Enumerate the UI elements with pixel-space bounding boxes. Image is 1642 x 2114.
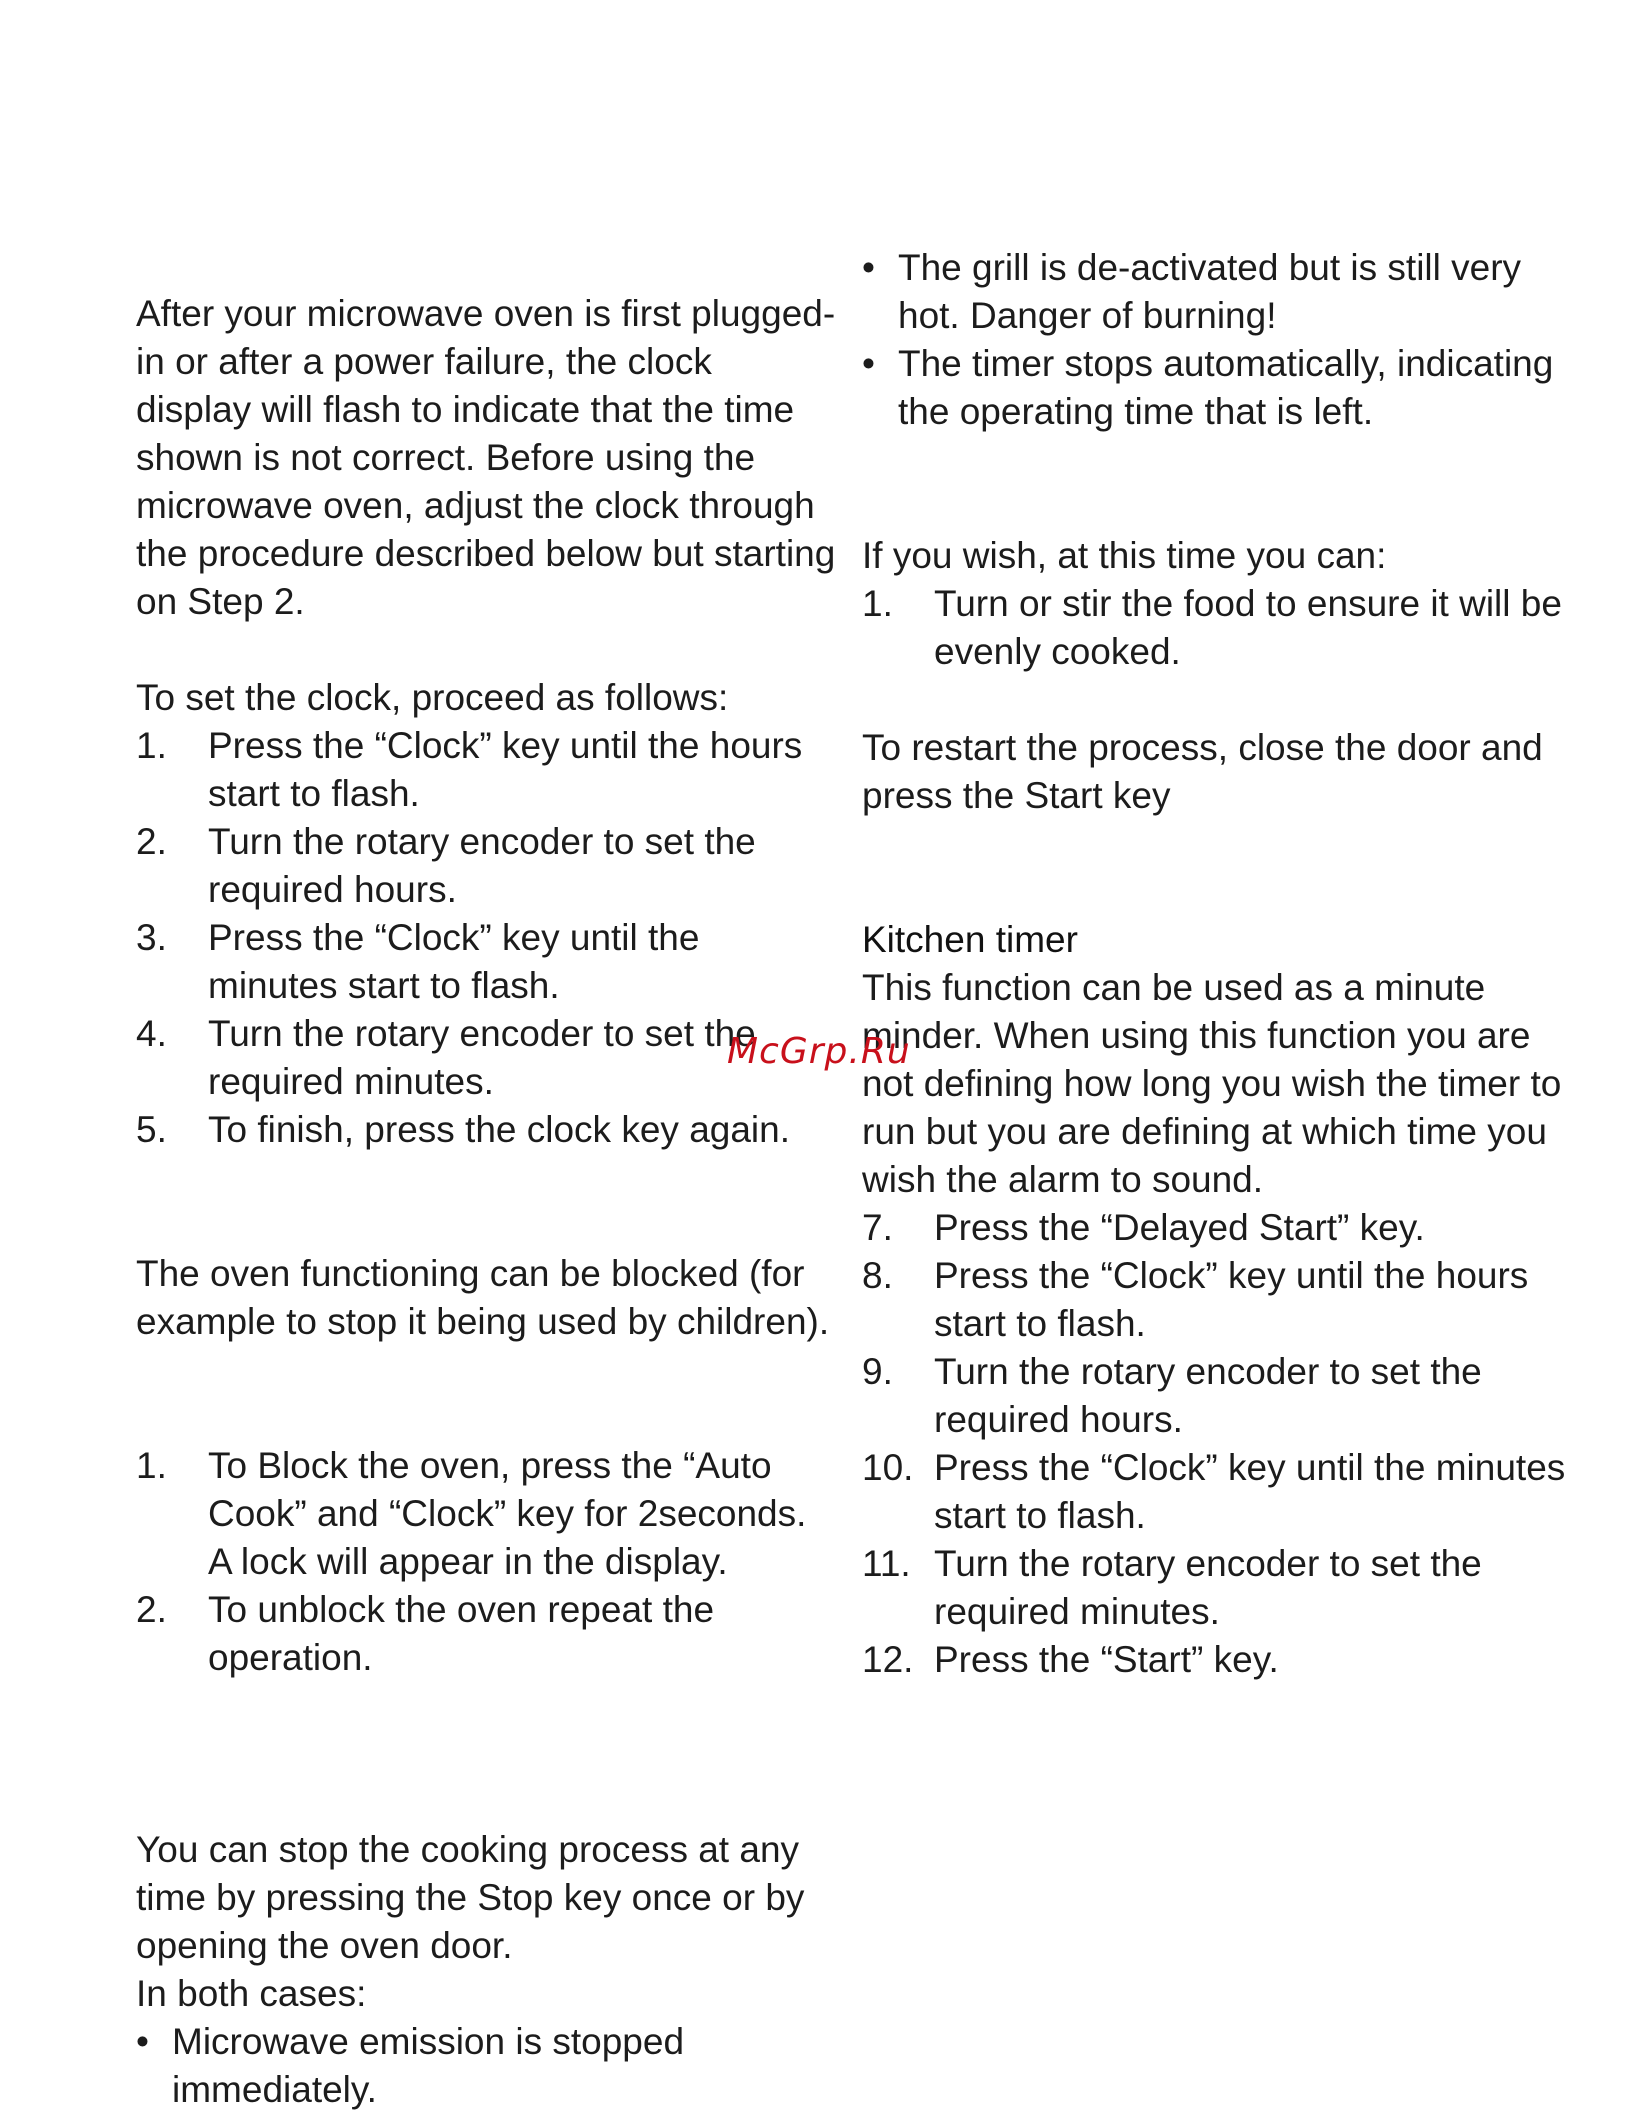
block-oven-intro: The oven functioning can be blocked (for example to stop it being used by children). (136, 1253, 830, 1342)
step-number: 1. (862, 583, 893, 624)
step-text: Turn the rotary encoder to set the required hours. (934, 1351, 1482, 1440)
step-number: 2. (136, 1589, 167, 1630)
step-number: 2. (136, 821, 167, 862)
wish-steps (862, 580, 1582, 676)
list-item (862, 1636, 1582, 1684)
list-item (862, 1348, 1582, 1444)
set-clock-intro: To set the clock, proceed as follows: (136, 677, 729, 718)
list-item (136, 1442, 836, 1586)
step-text: Turn the rotary encoder to set the required minutes. (934, 1543, 1482, 1632)
set-clock-steps (136, 722, 836, 1154)
block-oven-steps (136, 1442, 836, 1682)
step-number: 9. (862, 1351, 893, 1392)
list-item (136, 818, 836, 914)
step-text: To Block the oven, press the “Auto Cook” and “Clock” key for 2seconds. A lock will appear in the display. (208, 1445, 807, 1582)
step-text: To finish, press the clock key again. (208, 1109, 791, 1150)
step-number: 4. (136, 1013, 167, 1054)
restart-paragraph: To restart the process, close the door and press the Start key (862, 727, 1543, 816)
step-text: Turn or stir the food to ensure it will be evenly cooked. (934, 583, 1562, 672)
stop-cooking-bullets (136, 2018, 836, 2114)
list-item (862, 1444, 1582, 1540)
step-text: Press the “Clock” key until the minutes start to flash. (208, 917, 700, 1006)
list-item (136, 722, 836, 818)
list-item (862, 1540, 1582, 1636)
list-item (862, 1204, 1582, 1252)
list-item (136, 914, 836, 1010)
step-number: 12. (862, 1639, 914, 1680)
kitchen-timer-section (862, 916, 1582, 1684)
stop-cooking-section (136, 1826, 836, 2114)
bullet-icon: • (862, 343, 875, 384)
step-number: 1. (136, 725, 167, 766)
kitchen-timer-description: This function can be used as a minute minder. When using this function you are not defining how long you wish the timer to run but you are defining at which time you wish the alarm to sound. (862, 967, 1562, 1200)
clock-intro-paragraph: After your microwave oven is first plugged-in or after a power failure, the clock display will flash to indicate that the time shown is not correct. Before using the microwave oven, adjust the clock through the procedure described below but starting on Step 2. (136, 293, 836, 622)
list-item (136, 1106, 836, 1154)
kitchen-timer-heading: Kitchen timer (862, 919, 1078, 960)
step-number: 7. (862, 1207, 893, 1248)
block-oven-steps-section (136, 1442, 836, 1682)
kitchen-timer-steps (862, 1204, 1582, 1684)
bullet-text: Microwave emission is stopped immediately. (172, 2021, 685, 2110)
wish-section (862, 532, 1582, 676)
step-text: Turn the rotary encoder to set the required minutes. (208, 1013, 756, 1102)
step-number: 1. (136, 1445, 167, 1486)
bullet-text: The grill is de-activated but is still very hot. Danger of burning! (898, 247, 1522, 336)
step-number: 5. (136, 1109, 167, 1150)
step-text: Press the “Clock” key until the minutes start to flash. (934, 1447, 1566, 1536)
list-item (136, 1586, 836, 1682)
list-item (862, 244, 1582, 340)
step-number: 11. (862, 1543, 911, 1584)
step-number: 10. (862, 1447, 914, 1488)
wish-intro: If you wish, at this time you can: (862, 535, 1387, 576)
list-item (862, 1252, 1582, 1348)
step-text: Press the “Start” key. (934, 1639, 1279, 1680)
bullet-icon: • (862, 247, 875, 288)
cooking-stop-bullets (862, 244, 1582, 436)
list-item (136, 2018, 836, 2114)
set-clock-section (136, 674, 836, 1154)
step-text: Press the “Clock” key until the hours start to flash. (934, 1255, 1529, 1344)
step-number: 3. (136, 917, 167, 958)
step-text: Press the “Delayed Start” key. (934, 1207, 1425, 1248)
list-item (862, 340, 1582, 436)
bullet-icon: • (136, 2021, 149, 2062)
list-item (862, 580, 1582, 676)
step-text: To unblock the oven repeat the operation. (208, 1589, 715, 1678)
step-number: 8. (862, 1255, 893, 1296)
bullet-text: The timer stops automatically, indicating the operating time that is left. (898, 343, 1554, 432)
block-oven-section (136, 1250, 836, 1346)
step-text: Press the “Clock” key until the hours start to flash. (208, 725, 803, 814)
cases-label: In both cases: (136, 1973, 367, 2014)
stop-cooking-intro: You can stop the cooking process at any time by pressing the Stop key once or by opening the oven door. (136, 1829, 805, 1966)
step-text: Turn the rotary encoder to set the required hours. (208, 821, 756, 910)
watermark: McGrp.Ru (727, 1031, 911, 1072)
